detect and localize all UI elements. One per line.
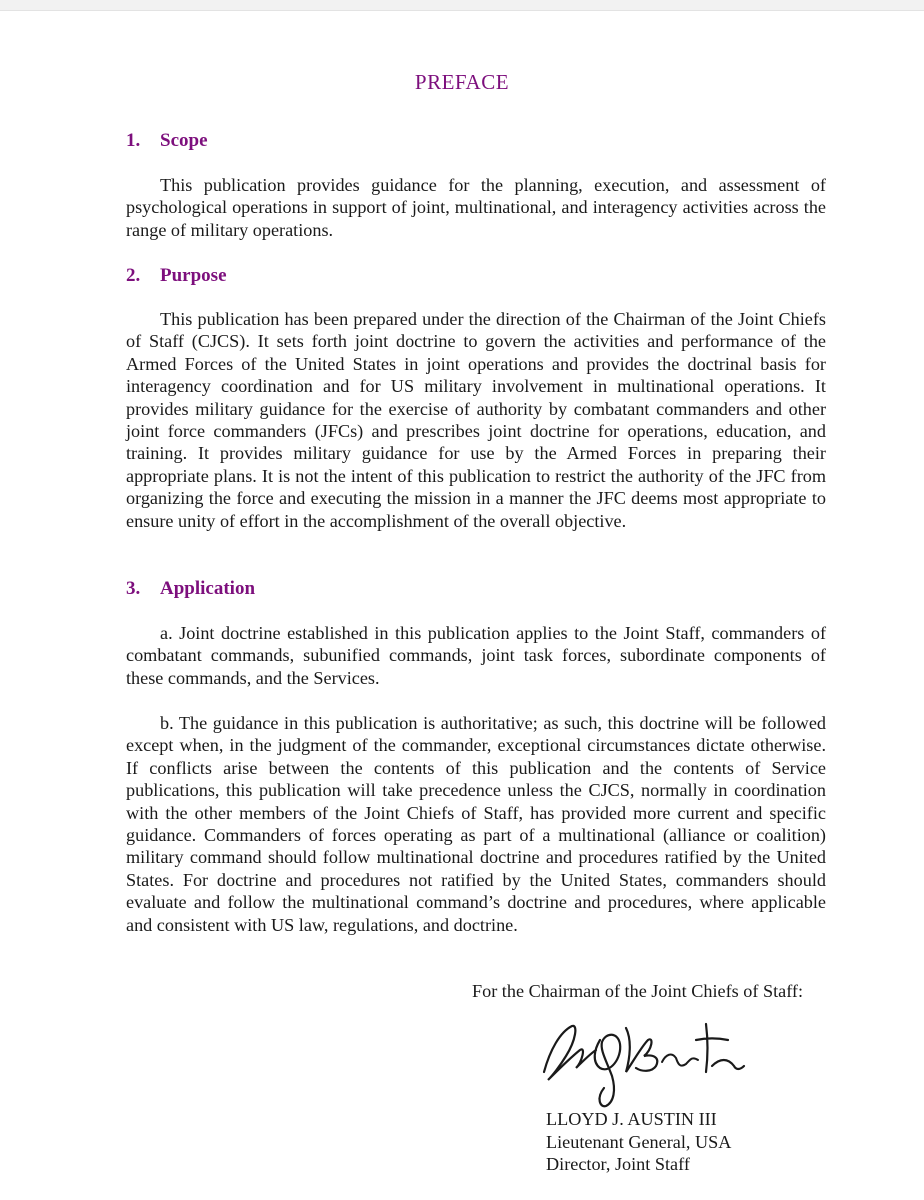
section-title: Scope xyxy=(160,130,208,151)
scope-paragraph: This publication provides guidance for the planning, execution, and assessment of psychological operations in support of joint, multinational, and interagency activities across the range of military operations. xyxy=(126,175,826,240)
handwritten-signature xyxy=(530,1010,750,1110)
application-paragraph-b: b. The guidance in this publication is authoritative; as such, this doctrine will be followed except when, in the judgment of the commander, exceptional circumstances dictate otherwise. If conflicts arise between the contents of this publication and the contents of Service publications, this publication will take precedence unless the CJCS, normally in coordination with the other members of the Joint Chiefs of Staff, has provided more current and specific guidance. Commanders of forces operating as part of a multinational (alliance or coalition) military command should follow multinational doctrine and procedures ratified by the United States. For doctrine and procedures not ratified by the United States, commanders should evaluate and follow the multinational command’s doctrine and procedures, where applicable and consistent with US law, regulations, and doctrine. xyxy=(126,713,826,935)
section-heading-purpose xyxy=(126,265,227,287)
signer-name: LLOYD J. AUSTIN III xyxy=(546,1109,717,1129)
signer-position: Director, Joint Staff xyxy=(546,1154,690,1174)
purpose-paragraph: This publication has been prepared under the direction of the Chairman of the Joint Chiefs of Staff (CJCS). It sets forth joint doctrine to govern the activities and performance of the Armed Forces of the United States in joint operations and provides the doctrinal basis for interagency coordination and for US military involvement in multinational operations. It provides military guidance for the exercise of authority by combatant commanders and other joint force commanders (JFCs) and prescribes joint doctrine for operations, education, and training. It provides military guidance for use by the Armed Forces in preparing their appropriate plans. It is not the intent of this publication to restrict the authority of the JFC from organizing the force and executing the mission in a manner the JFC deems most appropriate to ensure unity of effort in the accomplishment of the overall objective. xyxy=(126,309,826,531)
signer-block xyxy=(546,1108,731,1176)
section-title: Purpose xyxy=(160,265,227,286)
section-heading-scope xyxy=(126,130,208,152)
section-number: 3. xyxy=(126,578,141,599)
section-number: 1. xyxy=(126,130,141,151)
application-paragraph-a: a. Joint doctrine established in this publication applies to the Joint Staff, commanders of combatant commands, subunified commands, joint task forces, subordinate components of these commands, and the Services. xyxy=(126,623,826,688)
page-title: PREFACE xyxy=(414,70,510,94)
section-number: 2. xyxy=(126,265,141,286)
section-title: Application xyxy=(160,578,256,599)
closing-line: For the Chairman of the Joint Chiefs of Staff: xyxy=(472,981,804,1001)
section-heading-application xyxy=(126,578,255,600)
signer-rank: Lieutenant General, USA xyxy=(546,1131,732,1152)
